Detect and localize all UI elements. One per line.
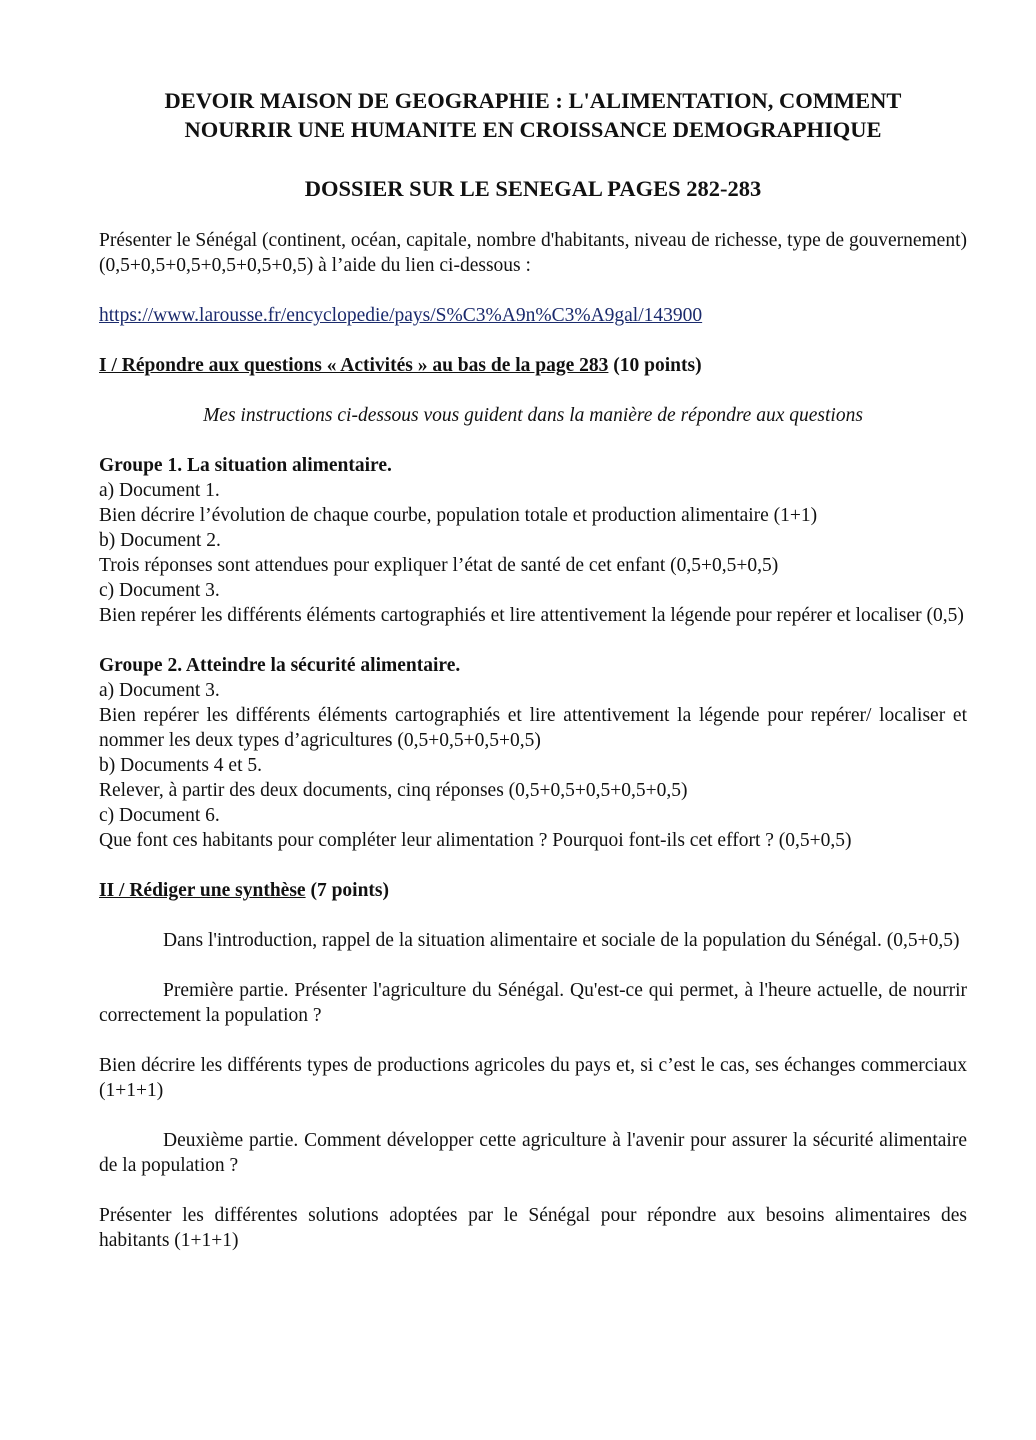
group1-heading: Groupe 1. La situation alimentaire. [99,455,392,476]
group1-c-label: c) Document 3. [99,580,220,601]
group1-a-text: Bien décrire l’évolution de chaque courbe, population totale et production alimentaire (1+1) [99,505,818,526]
larousse-link[interactable]: https://www.larousse.fr/encyclopedie/pays/S%C3%A9n%C3%A9gal/143900 [99,305,703,326]
group2-c-label: c) Document 6. [99,805,220,826]
synthesis-part2: Deuxième partie. Comment développer cette agriculture à l'avenir pour assurer la sécurité alimentaire de la population ? [99,1130,967,1176]
group1-c-text: Bien repérer les différents éléments cartographiés et lire attentivement la légende pour repérer et localiser (0,5) [99,605,964,626]
synthesis-part1-details: Bien décrire les différents types de productions agricoles du pays et, si c’est le cas, ses échanges commerciaux (1+1+1) [99,1055,967,1101]
group1-b-label: b) Document 2. [99,530,221,551]
section1-heading [99,353,967,378]
group2-b-text: Relever, à partir des deux documents, cinq réponses (0,5+0,5+0,5+0,5+0,5) [99,780,688,801]
title-line-1: DEVOIR MAISON DE GEOGRAPHIE : L'ALIMENTATION, COMMENT [164,88,902,113]
group2-a-label: a) Document 3. [99,680,220,701]
group1-a-label: a) Document 1. [99,480,220,501]
group2-c-text: Que font ces habitants pour compléter leur alimentation ? Pourquoi font-ils cet effort ? (0,5+0,5) [99,830,852,851]
section1-heading-text: I / Répondre aux questions « Activités » au bas de la page 283 [99,355,609,376]
document-subtitle: DOSSIER SUR LE SENEGAL PAGES 282-283 [304,176,762,201]
document-title [99,86,967,144]
title-line-2: NOURRIR UNE HUMANITE EN CROISSANCE DEMOGRAPHIQUE [184,117,882,142]
instructions-note: Mes instructions ci-dessous vous guident dans la manière de répondre aux questions [203,405,863,426]
group1-b-text: Trois réponses sont attendues pour expliquer l’état de santé de cet enfant (0,5+0,5+0,5) [99,555,779,576]
group2-heading: Groupe 2. Atteindre la sécurité alimentaire. [99,655,461,676]
section1-points: (10 points) [608,355,702,376]
synthesis-introduction: Dans l'introduction, rappel de la situation alimentaire et sociale de la population du Sénégal. (0,5+0,5) [163,930,960,951]
section2-heading [99,878,967,903]
section2-heading-text: II / Rédiger une synthèse [99,880,306,901]
intro-paragraph: Présenter le Sénégal (continent, océan, capitale, nombre d'habitants, niveau de richesse, type de gouvernement) (0,5+0,5+0,5+0,5+0,5+0,5) à l’aide du lien ci-dessous : [99,230,967,276]
section2-points: (7 points) [305,880,390,901]
group2-b-label: b) Documents 4 et 5. [99,755,263,776]
document-page [99,86,967,1253]
synthesis-part1: Première partie. Présenter l'agriculture du Sénégal. Qu'est-ce qui permet, à l'heure actuelle, de nourrir correctement la population ? [99,980,967,1026]
group2-a-text: Bien repérer les différents éléments cartographiés et lire attentivement la légende pour repérer/ localiser et nommer les deux types d’agricultures (0,5+0,5+0,5+0,5) [99,705,967,751]
synthesis-part2-details: Présenter les différentes solutions adoptées par le Sénégal pour répondre aux besoins alimentaires des habitants (1+1+1) [99,1205,967,1251]
